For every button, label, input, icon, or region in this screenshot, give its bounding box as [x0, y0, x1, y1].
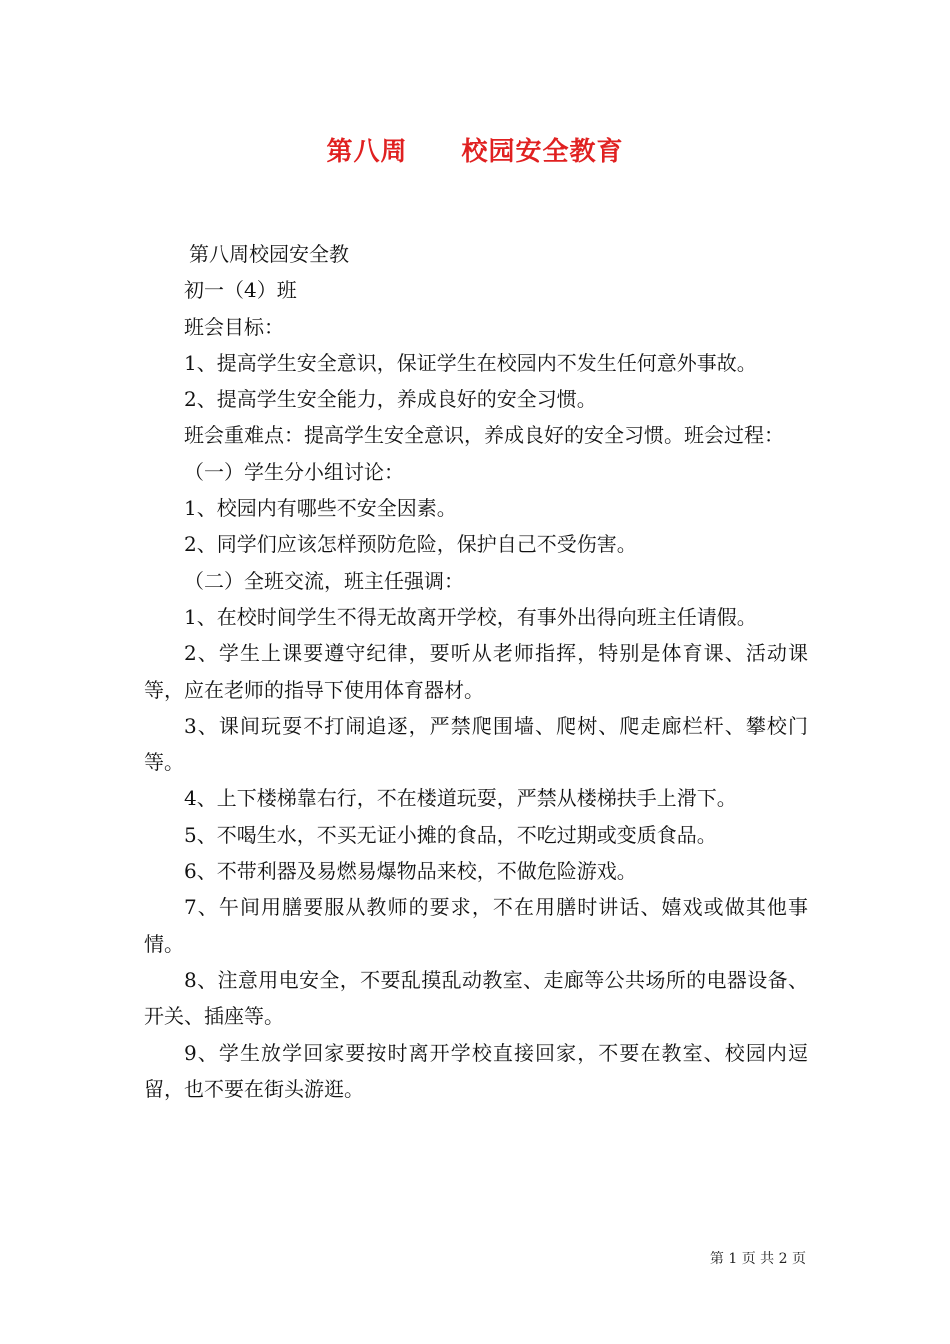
paragraph-rule-5: 5、不喝生水，不买无证小摊的食品，不吃过期或变质食品。 [184, 822, 717, 847]
page-number: 第 1 页 共 2 页 [709, 1251, 806, 1267]
paragraph-rule-4: 4、上下楼梯靠右行，不在楼道玩耍，严禁从楼梯扶手上滑下。 [184, 786, 737, 811]
paragraph-goal-2: 2、提高学生安全能力，养成良好的安全习惯。 [184, 387, 597, 412]
paragraph-goal-1: 1、提高学生安全意识，保证学生在校园内不发生任何意外事故。 [184, 350, 757, 375]
paragraph-discussion-2: 2、同学们应该怎样预防危险，保护自己不受伤害。 [184, 532, 637, 557]
paragraph-rule-7: 7、午间用膳要服从教师的要求，不在用膳时讲话、嬉戏或做其他事情。 [144, 895, 808, 956]
paragraph-rule-8: 8、注意用电安全，不要乱摸乱动教室、走廊等公共场所的电器设备、开关、插座等。 [144, 967, 808, 1029]
paragraph-rule-1: 1、在校时间学生不得无故离开学校，有事外出得向班主任请假。 [184, 604, 757, 629]
document-body [144, 236, 808, 1107]
paragraph-section-2: （二）全班交流，班主任强调： [184, 568, 464, 593]
paragraph-discussion-1: 1、校园内有哪些不安全因素。 [184, 496, 457, 521]
paragraph-heading: 第八周校园安全教 [189, 242, 349, 266]
paragraph-section-1: （一）学生分小组讨论： [184, 459, 404, 484]
document-title: 第八周 校园安全教育 [326, 137, 624, 167]
paragraph-rule-2: 2、学生上课要遵守纪律，要听从老师指挥，特别是体育课、活动课等，应在老师的指导下使用体育器材。 [144, 641, 808, 702]
paragraph-class: 初一（4）班 [184, 278, 297, 303]
paragraph-rule-9: 9、学生放学回家要按时离开学校直接回家，不要在教室、校园内逗留，也不要在街头游逛。 [144, 1040, 808, 1101]
paragraph-rule-3: 3、课间玩耍不打闹追逐，严禁爬围墙、爬树、爬走廊栏杆、攀校门等。 [144, 713, 808, 775]
paragraph-goal-label: 班会目标： [184, 314, 284, 339]
paragraph-rule-6: 6、不带利器及易燃易爆物品来校，不做危险游戏。 [184, 859, 637, 884]
paragraph-key-points: 班会重难点：提高学生安全意识，养成良好的安全习惯。班会过程： [184, 423, 784, 448]
